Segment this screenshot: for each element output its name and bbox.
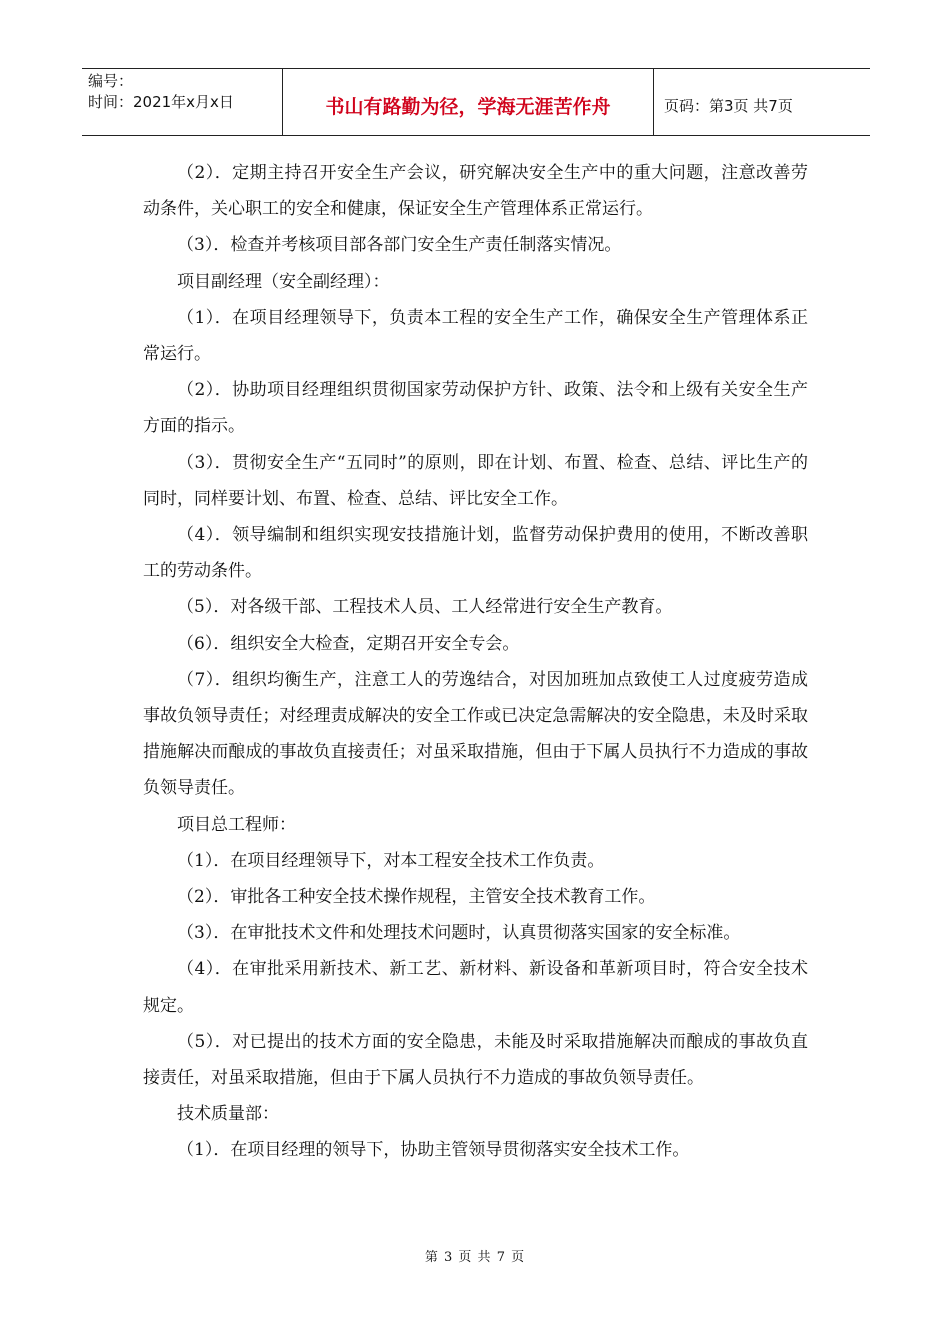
- section-heading: 技术质量部：: [177, 1104, 279, 1125]
- paragraph: （5）．对各级干部、工程技术人员、工人经常进行安全生产教育。: [177, 597, 673, 618]
- paragraph: （1）．在项目经理的领导下，协助主管领导贯彻落实安全技术工作。: [177, 1140, 690, 1161]
- header-motto: 书山有路勤为径，学海无涯苦作舟: [282, 69, 654, 135]
- paragraph: （2）．审批各工种安全技术操作规程，主管安全技术教育工作。: [177, 887, 656, 908]
- section-heading: 项目总工程师：: [177, 814, 296, 835]
- document-number-label: 编号：: [88, 72, 134, 90]
- paragraph: （4）．在审批采用新技术、新工艺、新材料、新设备和革新项目时，符合安全技术规定。: [143, 959, 808, 1016]
- paragraph: （3）．检查并考核项目部各部门安全生产责任制落实情况。: [177, 235, 622, 256]
- document-time-label: 时间：2021年x月x日: [88, 93, 234, 111]
- paragraph: （7）．组织均衡生产，注意工人的劳逸结合，对因加班加点致使工人过度疲劳造成事故负领导责任；对经理责成解决的安全工作或已决定急需解决的安全隐患，未及时采取措施解决而酿成的事故负直接责任；对虽采取措施，但由于下属人员执行不力造成的事故负领导责任。: [143, 669, 808, 799]
- paragraph: （1）．在项目经理领导下，对本工程安全技术工作负责。: [177, 850, 605, 871]
- paragraph: （3）．在审批技术文件和处理技术问题时，认真贯彻落实国家的安全标准。: [177, 923, 741, 944]
- paragraph: （4）．领导编制和组织实现安技措施计划，监督劳动保护费用的使用，不断改善职工的劳动条件。: [143, 525, 808, 582]
- paragraph: （6）．组织安全大检查，定期召开安全专会。: [177, 633, 520, 654]
- document-body: [143, 155, 808, 1169]
- page-footer: 第 3 页 共 7 页: [424, 1250, 526, 1265]
- paragraph: （2）．定期主持召开安全生产会议，研究解决安全生产中的重大问题，注意改善劳动条件，关心职工的安全和健康，保证安全生产管理体系正常运行。: [143, 163, 808, 220]
- page-header: [82, 68, 870, 136]
- paragraph: （1）．在项目经理领导下，负责本工程的安全生产工作，确保安全生产管理体系正常运行。: [143, 307, 808, 365]
- paragraph: （5）．对已提出的技术方面的安全隐患，未能及时采取措施解决而酿成的事故负直接责任，对虽采取措施，但由于下属人员执行不力造成的事故负领导责任。: [143, 1031, 808, 1089]
- paragraph: （3）．贯彻安全生产“五同时”的原则，即在计划、布置、检查、总结、评比生产的同时，同样要计划、布置、检查、总结、评比安全工作。: [143, 452, 808, 509]
- header-left-cell: [82, 69, 282, 135]
- section-heading: 项目副经理（安全副经理）：: [177, 271, 390, 292]
- paragraph: （2）．协助项目经理组织贯彻国家劳动保护方针、政策、法令和上级有关安全生产方面的指示。: [143, 380, 808, 437]
- header-page-info: 页码：第3页 共7页: [664, 96, 793, 115]
